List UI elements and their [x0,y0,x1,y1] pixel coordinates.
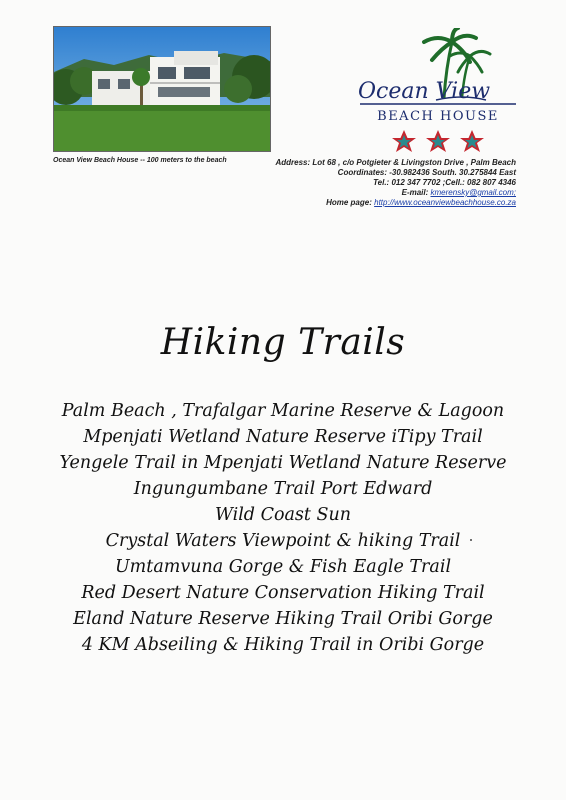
trail-item: Ingungumbane Trail Port Edward [133,479,433,499]
email-link[interactable]: kmerensky@gmail.com; [430,188,516,197]
coordinates-value: -30.982436 South. 30.275844 East [389,168,516,177]
beach-house-photo [53,26,271,152]
email-label: E-mail: [401,188,429,197]
homepage-label: Home page: [326,198,372,207]
homepage-link[interactable]: http://www.oceanviewbeachhouse.co.za [374,198,516,207]
tel-label: Tel.: [373,178,390,187]
logo-text-line2: BEACH HOUSE [377,109,499,124]
trail-item: Umtamvuna Gorge & Fish Eagle Trail [114,557,452,577]
trail-item: Yengele Trail in Mpenjati Wetland Nature Reserve [59,453,507,473]
logo-text-line1: Ocean View [358,79,491,104]
page-title: Hiking Trails [160,322,406,363]
coordinates-label: Coordinates: [337,168,388,177]
trail-item: Wild Coast Sun [214,505,352,525]
contact-block [246,158,516,208]
email-row [246,188,516,198]
star-rating-icon [392,130,484,152]
trail-item: Crystal Waters Viewpoint & hiking Trail [105,531,461,551]
address-value: Lot 68 , c/o Potgieter & Livingston Drive , Palm Beach [312,158,516,167]
trail-item: Palm Beach , Trafalgar Marine Reserve & Lagoon [61,401,505,421]
tel-row [246,178,516,188]
address-label: Address: [275,158,311,167]
trail-item: Mpenjati Wetland Nature Reserve iTipy Trail [83,427,483,447]
homepage-row [246,198,516,208]
trail-list [0,398,566,658]
trail-item: 4 KM Abseiling & Hiking Trail in Oribi Gorge [81,635,485,655]
ocean-view-logo [352,28,524,158]
trail-item: Red Desert Nature Conservation Hiking Trail [81,583,485,603]
address-row [246,158,516,168]
coordinates-row [246,168,516,178]
scan-speck [470,539,472,541]
photo-caption: Ocean View Beach House -- 100 meters to the beach [53,157,227,164]
tel-value: 012 347 7702 ;Cell.: 082 807 4346 [391,178,516,187]
trail-item: Eland Nature Reserve Hiking Trail Oribi Gorge [73,609,493,629]
